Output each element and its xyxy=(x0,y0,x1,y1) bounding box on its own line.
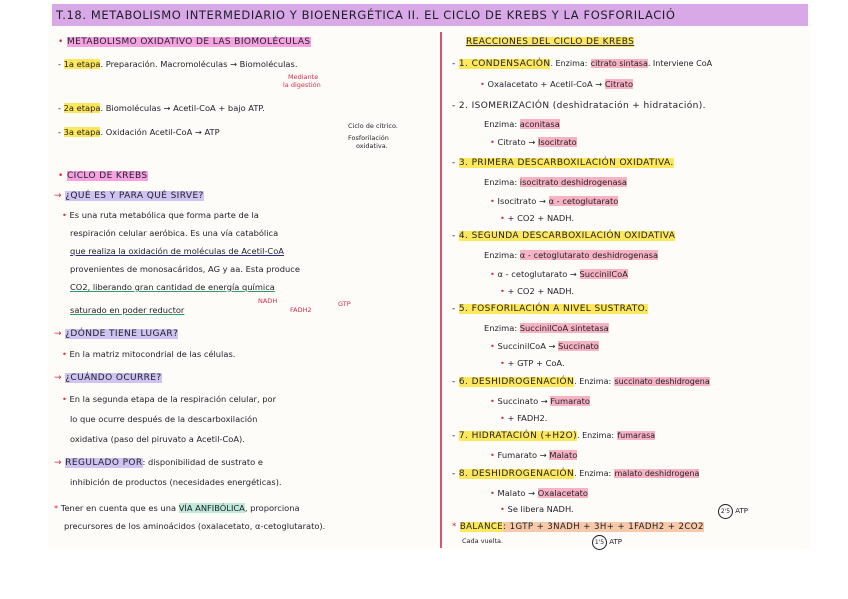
reaction-5-reaction: SuccinilCoA → xyxy=(497,341,556,351)
reaction-8-head: 8. DESHIDROGENACIÓN xyxy=(458,469,575,479)
reaction-2-head: 2. ISOMERIZACIÓN (deshidratación + hidratación). xyxy=(458,101,706,111)
reaction-3-head: 3. PRIMERA DESCARBOXILACIÓN OXIDATIVA. xyxy=(458,158,674,168)
bullet-icon: • xyxy=(490,269,495,279)
reaction-6-enzyme: succinato deshidrogena xyxy=(614,377,710,386)
reaction-3-eq xyxy=(490,195,618,207)
q1-line-2: respiración celular aeróbica. Es una vía catabólica xyxy=(70,228,279,238)
balance-atp-bottom-value: 1'5 xyxy=(592,535,607,550)
stage-3-branch-3: oxidativa. xyxy=(356,142,388,150)
bullet-icon: • xyxy=(500,358,505,368)
stage-1-note-2: la digestión xyxy=(283,81,321,89)
reaction-1-eq xyxy=(480,78,633,90)
note-line-1 xyxy=(54,502,300,514)
reaction-1-enzyme: citrato sintasa xyxy=(590,59,648,68)
reaction-8-reaction: Malato → xyxy=(497,488,536,498)
question-2-text: ¿DÓNDE TIENE LUGAR? xyxy=(65,329,179,339)
reaction-5-eq xyxy=(490,340,599,352)
balance-text: : 1GTP + 3NADH + 3H+ + 1FADH2 + 2CO2 xyxy=(503,522,704,532)
arrow-right-icon: → xyxy=(54,329,62,339)
balance-atp-bottom xyxy=(592,535,622,550)
stage-3-label: 3a etapa xyxy=(63,127,101,137)
balance-sub: Cada vuelta. xyxy=(462,537,504,545)
reaction-5-enzyme-label: Enzima: xyxy=(484,323,518,333)
balance-atp-top xyxy=(718,504,748,519)
bullet-icon: • xyxy=(490,196,495,206)
reaction-1-head: 1. CONDENSACIÓN xyxy=(458,59,551,69)
q3-line-3: oxidativa (paso del piruvato a Acetil-CoA). xyxy=(70,434,245,444)
note-post: , proporciona xyxy=(244,503,300,513)
reactions-title: REACCIONES DEL CICLO DE KREBS xyxy=(466,37,635,47)
q1-small-nadh: NADH xyxy=(258,297,278,305)
reaction-4-product: SuccinilCoA xyxy=(579,269,628,279)
reaction-5-extra-line xyxy=(500,357,565,369)
q2-line xyxy=(62,348,235,360)
reaction-1-reaction: Oxalacetato + Acetil-CoA → xyxy=(487,79,603,89)
q1-line-5: CO2, liberando gran cantidad de energía química xyxy=(70,282,275,292)
section-1-title: METABOLISMO OXIDATIVO DE LAS BIOMOLÉCULAS xyxy=(66,37,311,47)
reaction-5-product: Succinato xyxy=(558,341,599,351)
reaction-6-header: - 6. DESHIDROGENACIÓN. Enzima: succinato deshidrogena xyxy=(452,377,710,387)
q4-line-1: : disponibilidad de sustrato e xyxy=(142,457,263,467)
arrow-right-icon: → xyxy=(54,373,62,383)
stage-3-branch-1: Ciclo de cítrico. xyxy=(348,122,398,130)
q1-line-1 xyxy=(62,209,259,221)
bullet-icon: • xyxy=(490,341,495,351)
reaction-6-product: Fumarato xyxy=(550,396,590,406)
bullet-icon: • xyxy=(62,349,67,359)
stage-1-label: 1a etapa xyxy=(63,59,101,69)
reaction-5-extra: + GTP + CoA. xyxy=(507,358,565,368)
reaction-7-enzyme: fumarasa xyxy=(617,431,656,440)
reaction-3-enzyme-label: Enzima: xyxy=(484,177,518,187)
reaction-6-eq xyxy=(490,395,590,407)
bullet-icon: • xyxy=(58,37,64,47)
bullet-icon: • xyxy=(500,413,505,423)
note-pre: Tener en cuenta que es una xyxy=(60,503,177,513)
reaction-5-enzyme: SuccinilCoA sintetasa xyxy=(519,323,609,333)
reaction-7-product: Malato xyxy=(549,450,578,460)
section-2-heading xyxy=(58,170,148,182)
reaction-4-reaction: α - cetoglutarato → xyxy=(497,269,577,279)
bullet-icon: • xyxy=(62,210,67,220)
reaction-2-header: - 2. ISOMERIZACIÓN (deshidratación + hidratación). xyxy=(452,101,706,111)
question-4-text: REGULADO POR xyxy=(65,458,143,468)
reaction-8-extra-line xyxy=(500,503,574,515)
reaction-2-enzyme-line xyxy=(484,118,560,130)
reaction-8-enzyme: malato deshidrogena xyxy=(614,469,700,478)
bullet-icon: • xyxy=(480,79,485,89)
stage-3-line: - 3a etapa. Oxidación Acetil-CoA → ATP xyxy=(58,127,220,137)
q3-line-1-text: En la segunda etapa de la respiración celular, por xyxy=(69,394,276,404)
reaction-1-product: Citrato xyxy=(604,79,634,89)
q1-line-6: saturado en poder reductor xyxy=(70,305,185,315)
reaction-2-enzyme: aconitasa xyxy=(519,119,560,129)
reactions-heading xyxy=(466,36,634,48)
bullet-icon: • xyxy=(490,450,495,460)
question-1-text: ¿QUÉ ES Y PARA QUÉ SIRVE? xyxy=(65,191,204,201)
bullet-icon: • xyxy=(58,171,64,181)
reaction-3-product: α - cetoglutarato xyxy=(548,196,619,206)
reaction-2-product: Isocitrato xyxy=(537,137,577,147)
reaction-6-extra-line xyxy=(500,412,547,424)
reaction-1-enzyme-label: . Enzima: xyxy=(550,59,588,68)
reaction-4-enzyme: α - cetoglutarato deshidrogenasa xyxy=(519,250,659,260)
reaction-4-enzyme-label: Enzima: xyxy=(484,250,518,260)
balance-atp-bottom-label: ATP xyxy=(609,538,622,546)
reaction-4-header: - 4. SEGUNDA DESCARBOXILACIÓN OXIDATIVA xyxy=(452,231,676,241)
section-2-title: CICLO DE KREBS xyxy=(66,171,148,181)
reaction-5-header: - 5. FOSFORILACIÓN A NIVEL SUSTRATO. xyxy=(452,304,649,314)
bullet-icon: • xyxy=(62,394,67,404)
note-highlight: VÍA ANFIBÓLICA xyxy=(178,503,245,513)
reaction-4-enzyme-line xyxy=(484,249,658,261)
column-divider xyxy=(440,32,442,548)
bullet-icon: • xyxy=(500,286,505,296)
stage-1-note-1: Mediante xyxy=(288,73,319,81)
page-title: T.18. METABOLISMO INTERMEDIARIO Y BIOENERGÉTICA II. EL CICLO DE KREBS Y LA FOSFORILACIÓ xyxy=(52,4,808,26)
reaction-8-product: Oxalacetato xyxy=(537,488,588,498)
reaction-8-eq xyxy=(490,487,588,499)
reaction-6-reaction: Succinato → xyxy=(497,396,548,406)
bullet-icon: • xyxy=(500,213,505,223)
reaction-8-extra: Se libera NADH. xyxy=(507,504,574,514)
stage-2-label: 2a etapa xyxy=(63,103,101,113)
reaction-3-header: - 3. PRIMERA DESCARBOXILACIÓN OXIDATIVA. xyxy=(452,158,674,168)
q3-line-2: lo que ocurre después de la descarboxilación xyxy=(70,414,258,424)
reaction-5-head: 5. FOSFORILACIÓN A NIVEL SUSTRATO. xyxy=(458,304,649,314)
reaction-2-reaction: Citrato → xyxy=(497,137,536,147)
reaction-3-enzyme: isocitrato deshidrogenasa xyxy=(519,177,628,187)
reaction-8-enzyme-label: . Enzima: xyxy=(574,469,612,478)
reaction-7-enzyme-label: . Enzima: xyxy=(577,431,615,440)
question-3-text: ¿CUÁNDO OCURRE? xyxy=(65,373,162,383)
stage-1-text: . Preparación. Macromoléculas → Biomoléculas. xyxy=(100,59,298,69)
reaction-3-enzyme-line xyxy=(484,176,627,188)
question-3 xyxy=(54,372,162,384)
reaction-2-eq xyxy=(490,136,577,148)
q1-line-1-text: Es una ruta metabólica que forma parte de la xyxy=(69,210,259,220)
reaction-3-reaction: Isocitrato → xyxy=(497,196,546,206)
reaction-2-enzyme-label: Enzima: xyxy=(484,119,518,129)
reaction-1-extra: . Interviene CoA xyxy=(647,59,713,68)
note-line-2: precursores de los aminoácidos (oxalacetato, α-cetoglutarato). xyxy=(64,521,326,531)
bullet-icon: • xyxy=(490,137,495,147)
reaction-7-head: 7. HIDRATACIÓN (+H2O) xyxy=(458,431,578,441)
reaction-6-extra: + FADH2. xyxy=(507,413,548,423)
q1-line-3: que realiza la oxidación de moléculas de Acetil-CoA xyxy=(70,246,284,256)
reaction-4-extra: + CO2 + NADH. xyxy=(507,286,574,296)
reaction-4-eq xyxy=(490,268,628,280)
section-1-heading xyxy=(58,36,311,48)
reaction-3-extra-line xyxy=(500,212,574,224)
reaction-3-extra: + CO2 + NADH. xyxy=(507,213,574,223)
reaction-7-header: - 7. HIDRATACIÓN (+H2O). Enzima: fumarasa xyxy=(452,431,656,441)
stage-2-text: . Biomoléculas → Acetil-CoA + bajo ATP. xyxy=(100,103,265,113)
balance-label: BALANCE xyxy=(459,522,504,532)
bullet-icon: • xyxy=(490,488,495,498)
balance-atp-top-label: ATP xyxy=(735,507,748,515)
reaction-6-head: 6. DESHIDROGENACIÓN xyxy=(458,377,575,387)
q3-line-1 xyxy=(62,393,276,405)
reaction-8-header: - 8. DESHIDROGENACIÓN. Enzima: malato deshidrogena xyxy=(452,469,700,479)
question-2 xyxy=(54,328,178,340)
arrow-right-icon: → xyxy=(54,191,62,201)
bullet-icon: • xyxy=(490,396,495,406)
reaction-1-header: - 1. CONDENSACIÓN. Enzima: citrato sintasa. Interviene CoA xyxy=(452,59,713,69)
bullet-icon: • xyxy=(500,504,505,514)
reaction-5-enzyme-line xyxy=(484,322,609,334)
arrow-right-icon: → xyxy=(54,458,62,468)
reaction-4-head: 4. SEGUNDA DESCARBOXILACIÓN OXIDATIVA xyxy=(458,231,676,241)
asterisk-icon: * xyxy=(452,522,457,532)
q1-small-fadh2: FADH2 xyxy=(290,306,312,314)
stage-1-line: - 1a etapa. Preparación. Macromoléculas → Biomoléculas. xyxy=(58,59,298,69)
reaction-7-reaction: Fumarato → xyxy=(497,450,547,460)
reaction-7-eq xyxy=(490,449,577,461)
stage-2-line: - 2a etapa. Biomoléculas → Acetil-CoA + bajo ATP. xyxy=(58,103,265,113)
reaction-6-enzyme-label: . Enzima: xyxy=(574,377,612,386)
stage-3-branch-2: Fosforilación xyxy=(348,134,389,142)
q4-line-2: inhibición de productos (necesidades energéticas). xyxy=(70,477,282,487)
reaction-4-extra-line xyxy=(500,285,574,297)
asterisk-icon: * xyxy=(54,503,59,513)
q1-gtp: GTP xyxy=(338,300,351,308)
balance-line xyxy=(452,521,704,533)
q1-line-4: provenientes de monosacáridos, AG y aa. Esta produce xyxy=(70,264,300,274)
q2-line-text: En la matriz mitocondrial de las células. xyxy=(69,349,236,359)
question-1 xyxy=(54,190,204,202)
question-4 xyxy=(54,456,263,469)
balance-atp-top-value: 2'5 xyxy=(718,504,733,519)
stage-3-text: . Oxidación Acetil-CoA → ATP xyxy=(100,127,220,137)
